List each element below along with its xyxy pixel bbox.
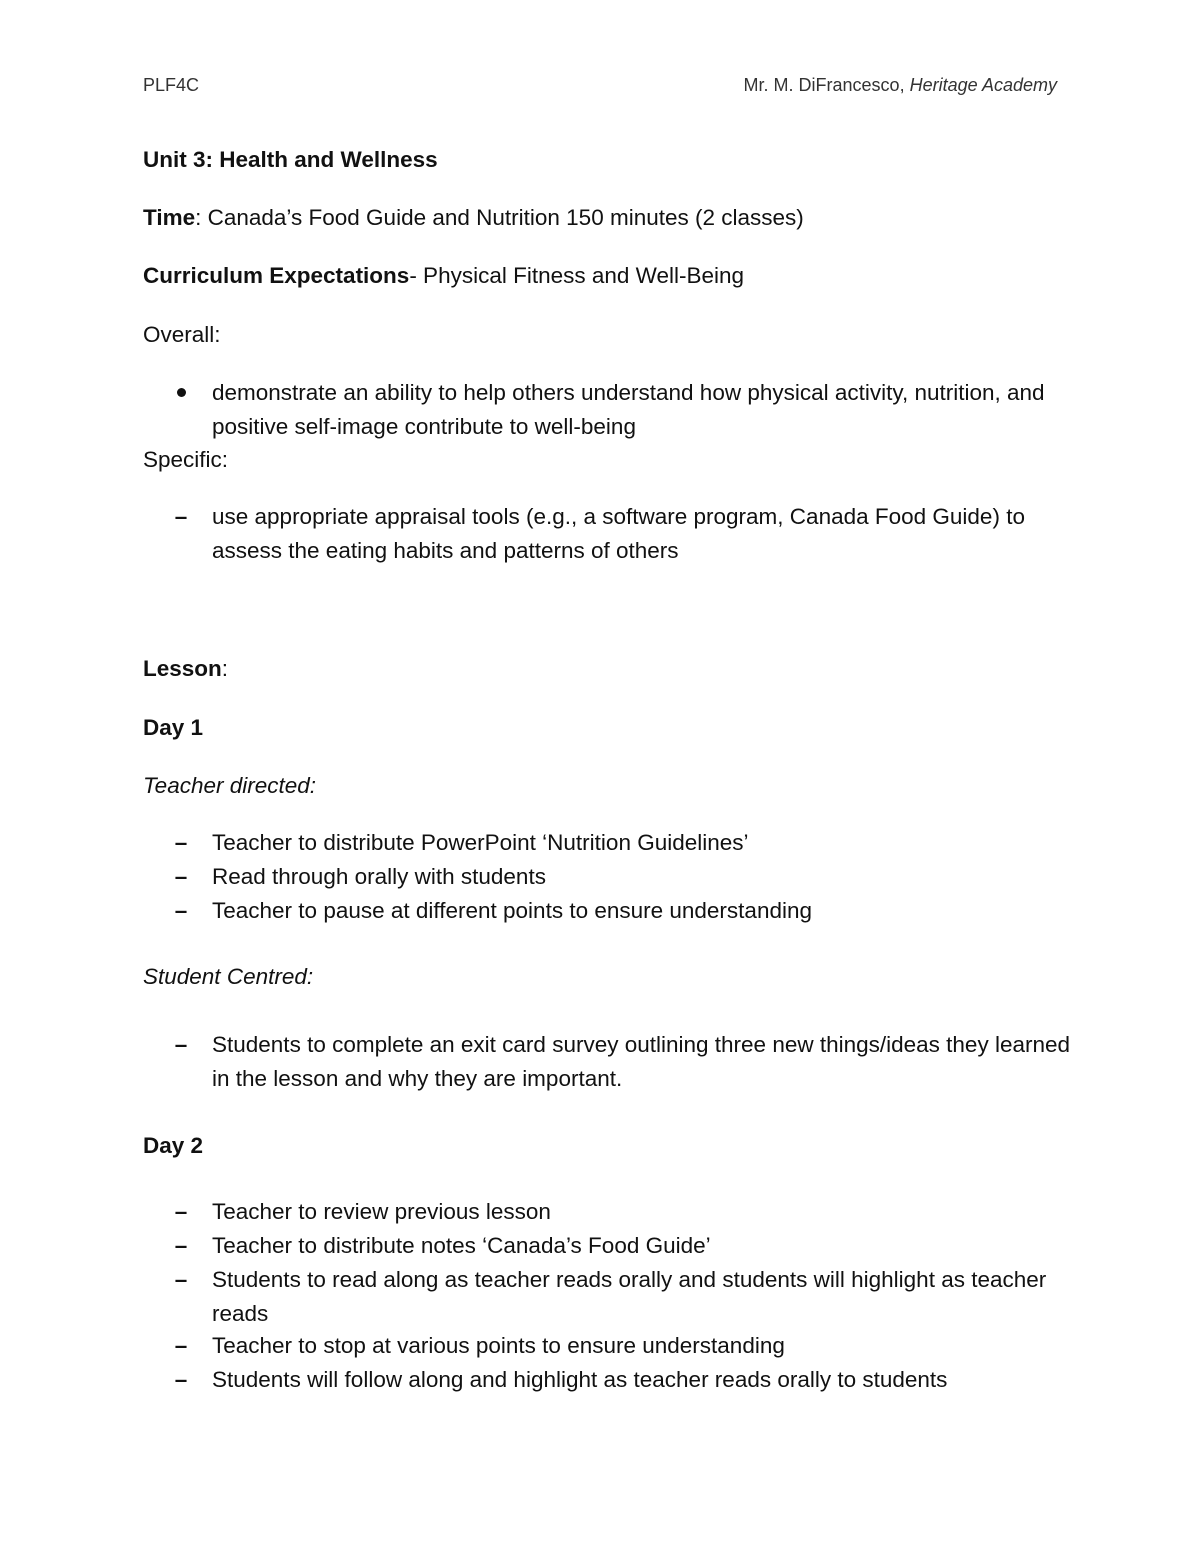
specific-item-text: use appropriate appraisal tools (e.g., a software program, Canada Food Guide) to assess the eating habits and patterns of others <box>212 504 1025 563</box>
dash-icon: – <box>174 864 188 889</box>
list-item-text: Teacher to distribute notes ‘Canada’s Food Guide’ <box>212 1233 711 1258</box>
dash-icon: – <box>174 1267 188 1292</box>
dash-icon: – <box>174 898 188 923</box>
school-name: Heritage Academy <box>909 75 1057 95</box>
dash-icon: – <box>174 1199 188 1224</box>
specific-label: Specific: <box>143 447 229 472</box>
lesson-heading <box>143 652 228 686</box>
curriculum-text: - Physical Fitness and Well-Being <box>409 263 745 288</box>
list-item <box>143 894 1073 928</box>
author-school <box>744 75 1057 96</box>
list-item-text: Read through orally with students <box>212 864 546 889</box>
unit-title: Unit 3: Health and Wellness <box>143 147 438 172</box>
curriculum-label: Curriculum Expectations <box>143 263 410 288</box>
list-item <box>143 1229 1073 1263</box>
specific-item <box>143 500 1073 568</box>
overall-label: Overall: <box>143 322 221 347</box>
dash-icon: – <box>174 1367 188 1392</box>
list-item <box>143 1028 1073 1096</box>
lesson-label: Lesson <box>143 656 222 681</box>
dash-icon: – <box>174 504 188 529</box>
list-item <box>143 1195 1073 1229</box>
list-item-text: Teacher to distribute PowerPoint ‘Nutrition Guidelines’ <box>212 830 749 855</box>
curriculum-line <box>143 259 744 293</box>
teacher-directed-heading: Teacher directed: <box>143 773 317 798</box>
author-name: Mr. M. DiFrancesco, <box>743 75 905 95</box>
list-item-text: Students to read along as teacher reads orally and students will highlight as teacher reads <box>212 1267 1047 1326</box>
list-item-text: Students will follow along and highlight as teacher reads orally to students <box>212 1367 948 1392</box>
dash-icon: – <box>174 1333 188 1358</box>
list-item-text: Teacher to stop at various points to ensure understanding <box>212 1333 785 1358</box>
overall-item-text: demonstrate an ability to help others understand how physical activity, nutrition, and positive self-image contribute to well-being <box>212 380 1045 439</box>
course-code: PLF4C <box>143 75 200 95</box>
time-label: Time <box>143 205 196 230</box>
dash-icon: – <box>174 1233 188 1258</box>
overall-item <box>143 376 1073 444</box>
list-item <box>143 1329 1073 1363</box>
list-item <box>143 1363 1073 1397</box>
list-item-text: Teacher to pause at different points to ensure understanding <box>212 898 812 923</box>
lesson-colon: : <box>221 656 229 681</box>
day2-title: Day 2 <box>143 1133 204 1158</box>
dash-icon: – <box>174 1032 188 1057</box>
dash-icon: – <box>174 830 188 855</box>
time-text: : Canada’s Food Guide and Nutrition 150 minutes (2 classes) <box>195 205 804 230</box>
student-centred-heading: Student Centred: <box>143 964 314 989</box>
list-item <box>143 826 1073 860</box>
day1-title: Day 1 <box>143 715 204 740</box>
list-item <box>143 860 1073 894</box>
list-item-text: Teacher to review previous lesson <box>212 1199 551 1224</box>
time-line <box>143 201 804 235</box>
bullet-icon <box>171 376 191 410</box>
list-item <box>143 1263 1073 1331</box>
list-item-text: Students to complete an exit card survey outlining three new things/ideas they learned in the lesson and why they are important. <box>212 1032 1071 1091</box>
